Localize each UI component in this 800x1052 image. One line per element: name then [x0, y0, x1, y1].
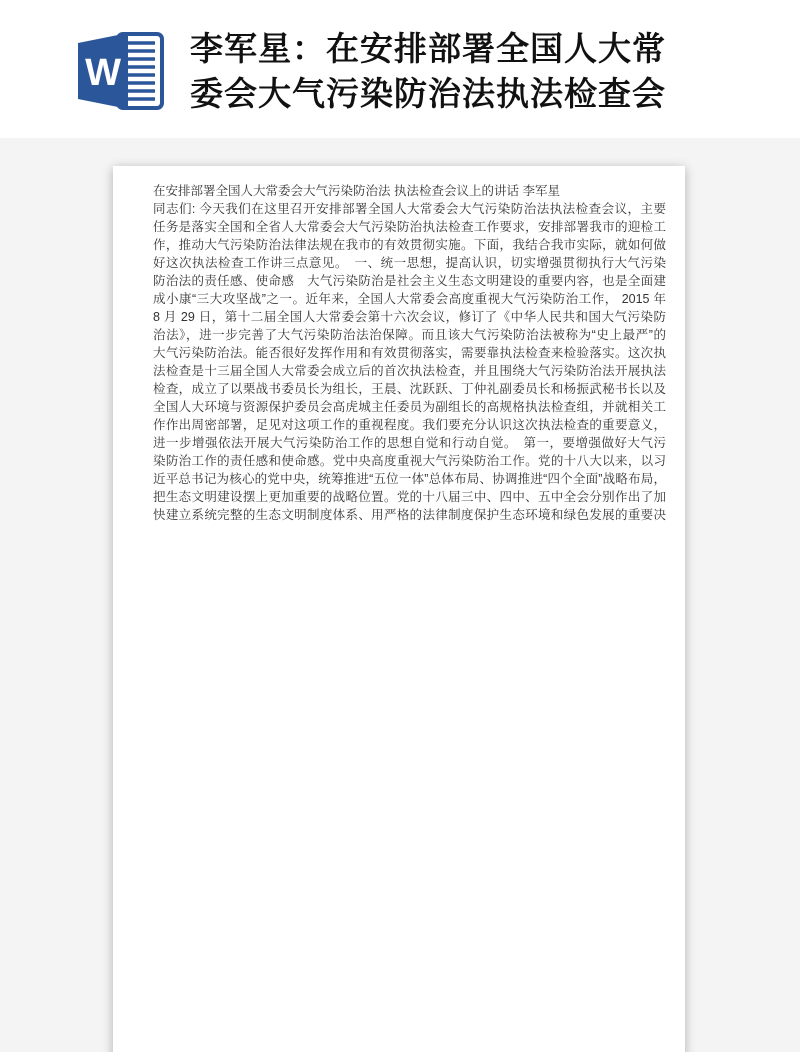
text-line: 好这次执法检查工作讲三点意见。 一、统一思想，提高认识，切实增强贯彻执行大气污染	[153, 256, 666, 270]
text-line: 进一步增强依法开展大气污染防治工作的思想自觉和行动自觉。 第一，要增强做好大气污	[153, 436, 666, 450]
document-page[interactable]	[113, 166, 685, 1052]
text-line: 染防治工作的责任感和使命感。党中央高度重视大气污染防治工作。党的十八大以来，以习	[153, 454, 666, 468]
text-line: 大气污染防治法。能否很好发挥作用和有效贯彻落实，需要靠执法检查来检验落实。这次执	[153, 346, 666, 360]
text-line: 作作出周密部署，足见对这项工作的重视程度。我们要充分认识这次执法检查的重要意义，	[153, 418, 666, 432]
text-line: 任务是落实全国和全省人大常委会大气污染防治执法检查工作要求，安排部署我市的迎检工	[153, 220, 666, 234]
text-line: 同志们: 今天我们在这里召开安排部署全国人大常委会大气污染防治法执法检查会议，主要	[153, 202, 666, 216]
header-bar	[0, 0, 800, 138]
text-line: 检查，成立了以栗战书委员长为组长，王晨、沈跃跃、丁仲礼副委员长和杨振武秘书长以及	[153, 382, 666, 396]
text-line: 防治法的责任感、使命感 大气污染防治是社会主义生态文明建设的重要内容，也是全面建	[153, 274, 666, 288]
text-line: 近平总书记为核心的党中央，统筹推进“五位一体”总体布局、协调推进“四个全面”战略布局，	[153, 472, 666, 486]
text-line: 法检查是十三届全国人大常委会成立后的首次执法检查，并且围绕大气污染防治法开展执法	[153, 364, 666, 378]
text-line: 作，推动大气污染防治法律法规在我市的有效贯彻实施。下面，我结合我市实际，就如何做	[153, 238, 666, 252]
word-letter: W	[85, 52, 121, 94]
word-icon	[76, 30, 164, 112]
text-line: 把生态文明建设摆上更加重要的战略位置。党的十八届三中、四中、五中全会分别作出了加	[153, 490, 666, 504]
document-body	[153, 200, 666, 524]
page-title: 李军星：在安排部署全国人大常委会大气污染防治法执法检查会	[190, 30, 666, 112]
text-line: 快建立系统完整的生态文明制度体系、用严格的法律制度保护生态环境和绿色发展的重要决	[153, 508, 666, 522]
text-line: 全国人大环境与资源保护委员会高虎城主任委员为副组长的高规格执法检查组，并就相关工	[153, 400, 666, 414]
document-heading-line: 在安排部署全国人大常委会大气污染防治法 执法检查会议上的讲话 李军星	[153, 184, 560, 198]
text-line: 8 月 29 日，第十二届全国人大常委会第十六次会议，修订了《中华人民共和国大气污染防	[153, 310, 666, 324]
text-line: 成小康“三大攻坚战”之一。近年来，全国人大常委会高度重视大气污染防治工作， 2015 年	[153, 292, 666, 306]
text-line: 治法》，进一步完善了大气污染防治法治保障。而且该大气污染防治法被称为“史上最严”的	[153, 328, 666, 342]
